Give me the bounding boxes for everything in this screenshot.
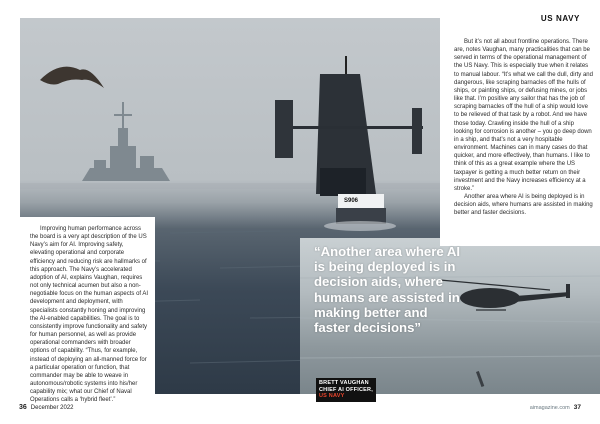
folio-right: [530, 404, 581, 411]
page-number-left: 36: [19, 404, 27, 411]
folio-left: [19, 404, 74, 411]
attribution-name: BRETT VAUGHAN: [319, 380, 369, 386]
attribution-title: CHIEF AI OFFICER,: [319, 386, 373, 393]
body-paragraph: Improving human performance across the board is a very apt description of the US Navy’s aim for AI. Improving safety, elevating operational and corporate efficiency and reducing risk are hallmarks of this approach. The Navy’s accelerated adoption of AI, explains Vaughan, requires not only technical acumen but also a non-negotiable focus on the human aspects of AI development and deployment, with specialists constantly honing and improving the AI-enabled capabilities. The goal is to consistently improve functionality and safety for human personnel, as well as provide operational commanders with broader options of capability. “Thus, for example, instead of deploying an all-manned force for a particular operation or function, that commander may be able to weave in autonomous/robotic systems into his/her capability mix; what our Chief of Naval Operations calls a ‘hybrid fleet’.”: [30, 226, 149, 404]
hull-number: S906: [344, 198, 359, 204]
pull-quote: “Another area where AI is being deployed is in decision aids, where humans are assisted in making better and faster decisions”: [314, 244, 461, 336]
quote-attribution: [316, 378, 376, 402]
body-paragraph: Another area where AI is being deployed is in decision aids, where humans are assisted in making better and faster decisions.: [454, 193, 593, 217]
left-text-column: [18, 217, 155, 404]
section-tag: US NAVY: [540, 14, 580, 23]
attribution-org: US NAVY: [319, 393, 345, 399]
page-number-right: 37: [573, 404, 581, 411]
site-name: aimagazine.com: [529, 405, 570, 411]
bird: [40, 67, 104, 88]
right-text-column: [440, 34, 600, 246]
body-paragraph: But it’s not all about frontline operations. There are, notes Vaughan, many practicalities that can be served in terms of the operational management of the US Navy. This is especially true when it relates to manual labour. “It’s what we call the dull, dirty and dangerous, like scraping barnacles off the hulls of ships, or painting ships, or defusing mines, or jobs like that. I’m positive any sailor that has the job of scraping barnacles off the hull of a ship would love to be relieved of that task by a robot. And we have those today. Crawling inside the hull of a ship looking for corrosion is another – you go deep down in a ship, and that’s not a very hospitable environment. Machines can in many cases do that quicker, and more effectively, than humans. I like to think of this as a great example where the US taxpayer is getting a much better return on their investment and the Navy increases efficiency at a stroke.”: [454, 39, 593, 192]
warship-silhouette: [82, 102, 170, 181]
diver: [476, 371, 484, 387]
issue-date: December 2022: [30, 405, 74, 411]
drone-boat: [275, 56, 423, 231]
